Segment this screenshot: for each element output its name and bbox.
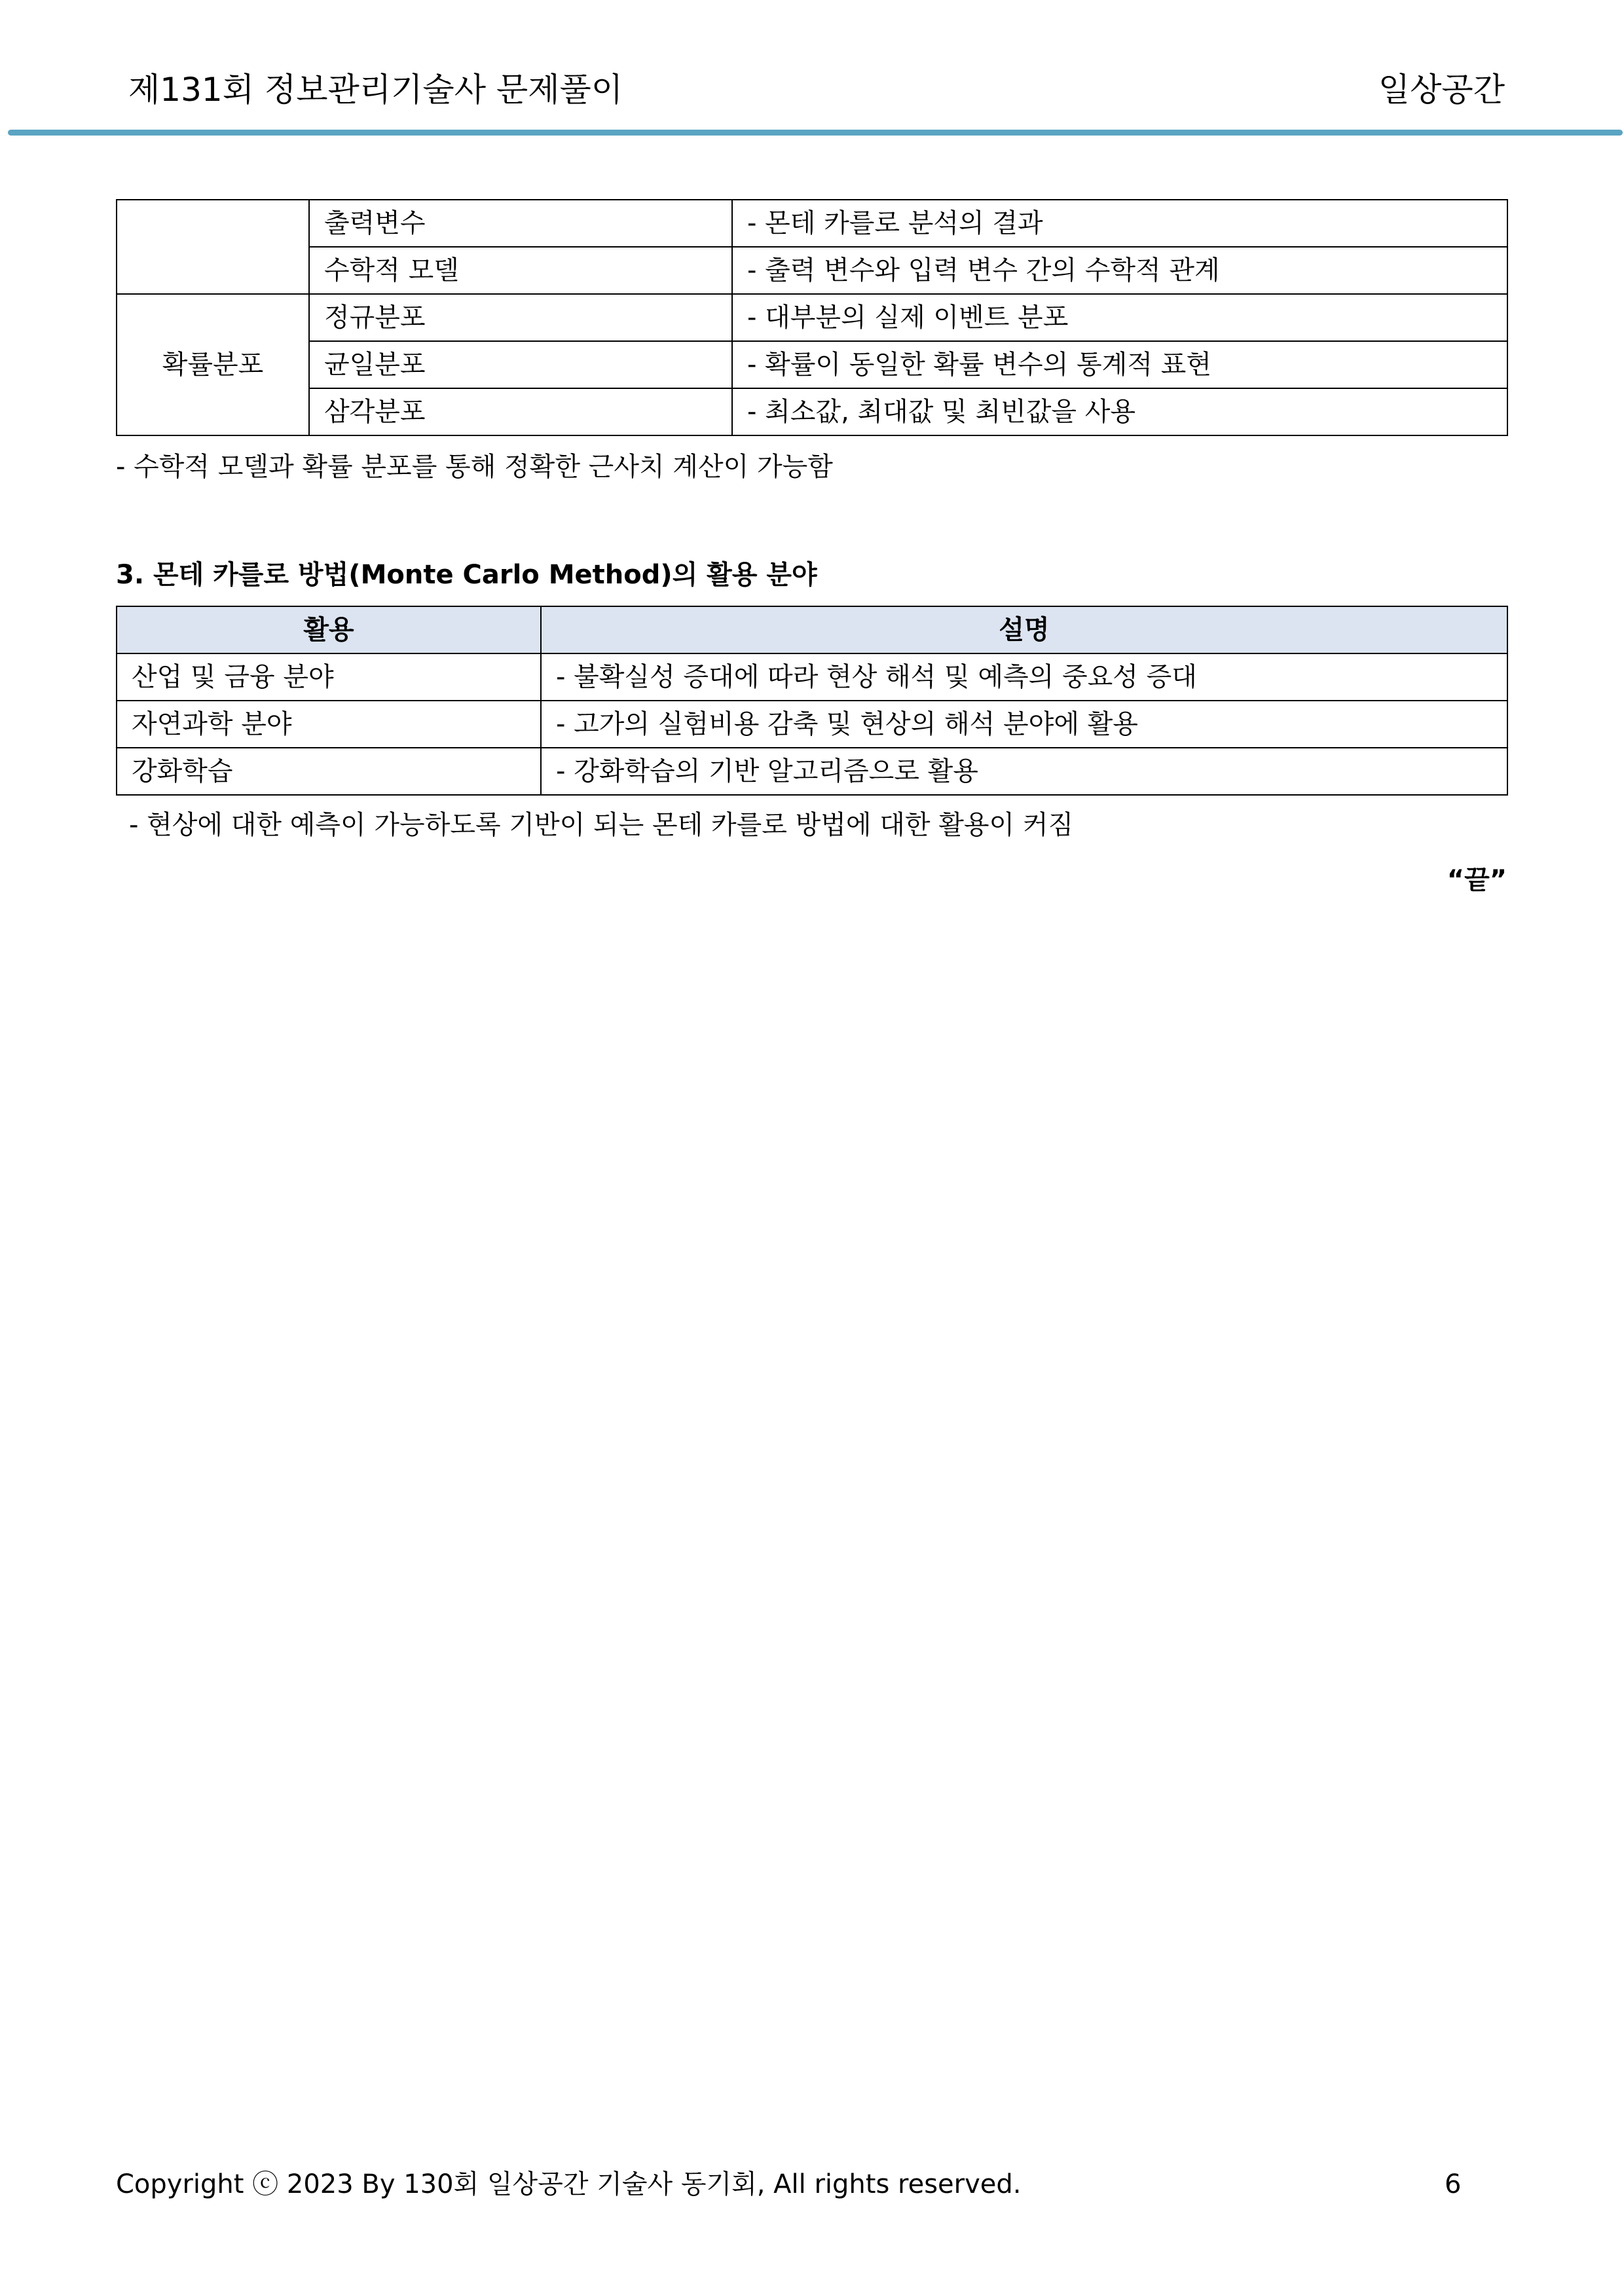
table-row bbox=[117, 294, 1507, 341]
table-cell-use: 강화학습 bbox=[117, 748, 541, 795]
table-row bbox=[117, 701, 1507, 748]
page-number: 6 bbox=[1445, 2169, 1462, 2199]
section-heading: 3. 몬테 카를로 방법(Monte Carlo Method)의 활용 분야 bbox=[116, 560, 817, 590]
brand-name: 일상공간 bbox=[1378, 71, 1505, 109]
components-table bbox=[116, 199, 1508, 436]
table-cell-item: 균일분포 bbox=[309, 341, 732, 388]
table-cell-item: 삼각분포 bbox=[309, 388, 732, 435]
table-header-row bbox=[117, 606, 1507, 653]
table-cell-desc: - 몬테 카를로 분석의 결과 bbox=[732, 200, 1507, 247]
table-row bbox=[117, 247, 1507, 294]
summary-note: - 수학적 모델과 확률 분포를 통해 정확한 근사치 계산이 가능함 bbox=[116, 452, 833, 482]
header-divider bbox=[8, 130, 1623, 136]
table-cell-category bbox=[117, 200, 309, 294]
document-title: 제131회 정보관리기술사 문제풀이 bbox=[128, 71, 623, 109]
table-cell-desc: - 대부분의 실제 이벤트 분포 bbox=[732, 294, 1507, 341]
column-header-desc: 설명 bbox=[541, 606, 1507, 653]
end-mark: “끝” bbox=[1447, 865, 1507, 895]
table-row bbox=[117, 653, 1507, 701]
conclusion-note: - 현상에 대한 예측이 가능하도록 기반이 되는 몬테 카를로 방법에 대한 활용이 커짐 bbox=[129, 810, 1074, 840]
table-cell-desc: - 최소값, 최대값 및 최빈값을 사용 bbox=[732, 388, 1507, 435]
table-row bbox=[117, 200, 1507, 247]
table-row bbox=[117, 388, 1507, 435]
table-cell-item: 수학적 모델 bbox=[309, 247, 732, 294]
column-header-use: 활용 bbox=[117, 606, 541, 653]
table-cell-use: 자연과학 분야 bbox=[117, 701, 541, 748]
table-cell-use: 산업 및 금융 분야 bbox=[117, 653, 541, 701]
table-cell-desc: - 고가의 실험비용 감축 및 현상의 해석 분야에 활용 bbox=[541, 701, 1507, 748]
table-cell-desc: - 불확실성 증대에 따라 현상 해석 및 예측의 중요성 증대 bbox=[541, 653, 1507, 701]
table-cell-item: 출력변수 bbox=[309, 200, 732, 247]
table-row bbox=[117, 341, 1507, 388]
table-cell-category: 확률분포 bbox=[117, 294, 309, 435]
applications-table bbox=[116, 606, 1508, 796]
table-cell-desc: - 확률이 동일한 확률 변수의 통계적 표현 bbox=[732, 341, 1507, 388]
table-cell-desc: - 강화학습의 기반 알고리즘으로 활용 bbox=[541, 748, 1507, 795]
table-cell-desc: - 출력 변수와 입력 변수 간의 수학적 관계 bbox=[732, 247, 1507, 294]
table-row bbox=[117, 748, 1507, 795]
footer-copyright: Copyright ⓒ 2023 By 130회 일상공간 기술사 동기회, All rights reserved. bbox=[116, 2169, 1022, 2199]
table-cell-item: 정규분포 bbox=[309, 294, 732, 341]
